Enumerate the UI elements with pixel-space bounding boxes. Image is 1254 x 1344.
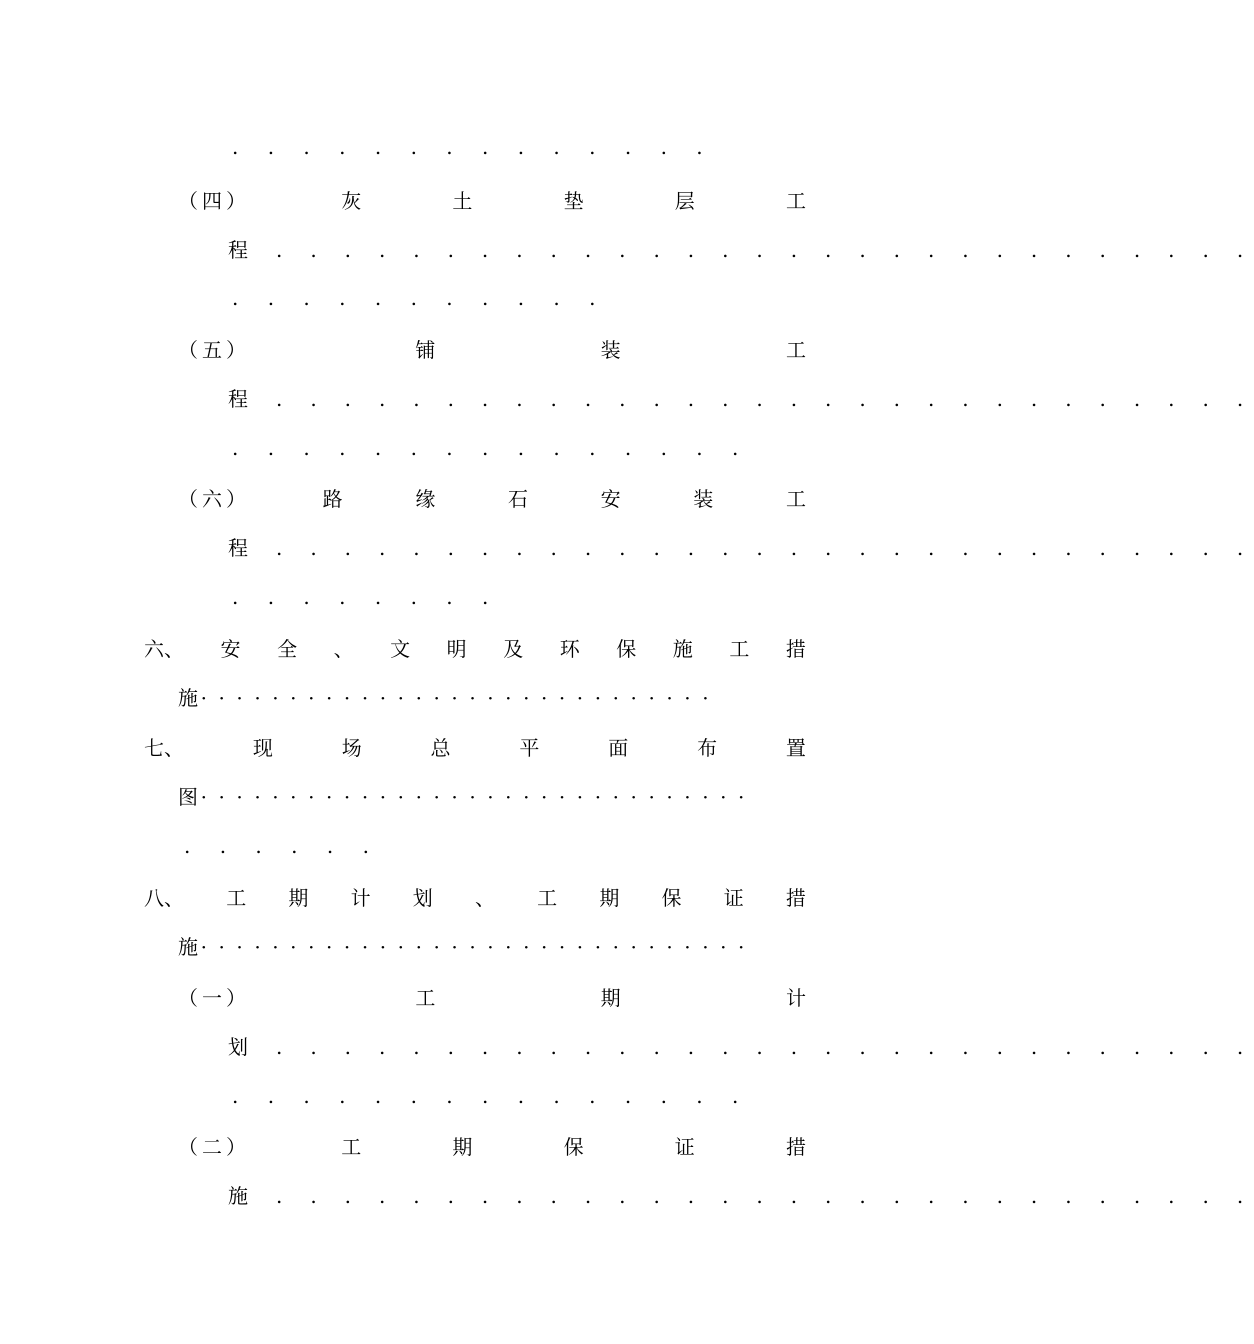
toc-entry-char: 证 [674,1135,695,1159]
toc-dot-leader: . . . . . . . . . . . . . . [232,135,715,159]
toc-section-char: 保 [661,886,682,910]
toc-entry-number: （四） [178,189,250,213]
toc-entry-char: 工 [785,338,806,362]
toc-dot-leader: . . . . . . . . . . . . . . . . . . . . . . . . . . . . . [276,1035,1254,1059]
toc-entry-continuation: 程 [228,536,248,560]
toc-entry-char: 工 [785,487,806,511]
toc-section-site-layout[interactable] [144,736,806,760]
toc-section-continuation: 施· · · · · · · · · · · · · · · · · · · · · · · · · · · · · [178,686,712,710]
toc-section-char: 七、 [144,736,184,760]
toc-entry-char: 计 [785,986,806,1010]
toc-entry-number: （一） [178,986,250,1010]
toc-dot-leader: . . . . . . [184,834,381,858]
toc-section-char: 环 [559,637,580,661]
toc-entry-char: 垫 [563,189,584,213]
toc-entry-char: 期 [452,1135,473,1159]
toc-entry-char: 保 [563,1135,584,1159]
toc-entry-lime-soil-cushion[interactable] [178,189,806,213]
toc-dot-leader: . . . . . . . . . . . . . . . [232,1084,750,1108]
toc-entry-paving[interactable] [178,338,806,362]
toc-entry-char: 安 [600,487,621,511]
toc-section-continuation: 施· · · · · · · · · · · · · · · · · · · · · · · · · · · · · · · [178,935,748,959]
toc-section-char: 期 [288,886,309,910]
toc-dot-leader: . . . . . . . . . . . . . . . . . . . . . . . . . . . . . [276,238,1254,262]
toc-section-continuation: 图· · · · · · · · · · · · · · · · · · · · · · · · · · · · · · · [178,785,748,809]
toc-entry-char: 工 [415,986,436,1010]
toc-section-char: 措 [785,886,806,910]
toc-entry-continuation: 划 [228,1035,248,1059]
toc-section-char: 全 [277,637,298,661]
toc-section-char: 、 [333,637,354,661]
toc-entry-char: 装 [600,338,621,362]
toc-entry-continuation: 施 [228,1184,248,1208]
toc-entry-char: 土 [452,189,473,213]
toc-entry-number: （二） [178,1135,250,1159]
toc-section-char: 场 [341,736,362,760]
toc-dot-leader: . . . . . . . . . . . . . . . . . . . . . . . . . . . . . [276,536,1254,560]
toc-section-safety-civilization[interactable] [144,637,806,661]
toc-section-char: 、 [474,886,495,910]
toc-entry-char: 铺 [415,338,436,362]
toc-dot-leader: . . . . . . . . [232,585,500,609]
toc-dot-leader: . . . . . . . . . . . . . . . . . . . . . . . . . . . . . [276,1184,1254,1208]
toc-section-char: 计 [350,886,371,910]
toc-entry-char: 工 [341,1135,362,1159]
toc-section-char: 工 [729,637,750,661]
toc-section-char: 八、 [144,886,184,910]
toc-entry-char: 石 [507,487,528,511]
toc-section-char: 证 [723,886,744,910]
toc-section-char: 安 [220,637,241,661]
toc-dot-leader: . . . . . . . . . . . . . . . . . . . . . . . . . . . . . [276,387,1254,411]
toc-section-char: 保 [616,637,637,661]
toc-section-char: 现 [252,736,273,760]
toc-entry-continuation: 程 [228,238,248,262]
toc-entry-char: 灰 [341,189,362,213]
toc-section-char: 期 [599,886,620,910]
toc-entry-char: 措 [785,1135,806,1159]
toc-entry-char: 层 [674,189,695,213]
toc-section-char: 文 [390,637,411,661]
toc-section-char: 工 [226,886,247,910]
toc-section-char: 六、 [144,637,184,661]
toc-dot-leader: . . . . . . . . . . . . . . . [232,436,750,460]
toc-entry-schedule-guarantee[interactable] [178,1135,806,1159]
toc-entry-number: （六） [178,487,250,511]
toc-entry-char: 装 [693,487,714,511]
toc-entry-char: 工 [785,189,806,213]
toc-entry-char: 路 [322,487,343,511]
toc-section-char: 及 [503,637,524,661]
toc-section-char: 总 [430,736,451,760]
toc-section-char: 面 [608,736,629,760]
toc-section-char: 平 [519,736,540,760]
toc-entry-number: （五） [178,338,250,362]
toc-section-schedule[interactable] [144,886,806,910]
toc-entry-continuation: 程 [228,387,248,411]
toc-entry-schedule-plan[interactable] [178,986,806,1010]
toc-entry-char: 缘 [415,487,436,511]
toc-dot-leader: . . . . . . . . . . . [232,286,608,310]
toc-section-char: 明 [446,637,467,661]
toc-section-char: 工 [537,886,558,910]
toc-section-char: 划 [412,886,433,910]
toc-section-char: 布 [697,736,718,760]
toc-section-char: 措 [785,637,806,661]
toc-section-char: 施 [672,637,693,661]
toc-section-char: 置 [785,736,806,760]
toc-entry-curb-installation[interactable] [178,487,806,511]
toc-entry-char: 期 [600,986,621,1010]
